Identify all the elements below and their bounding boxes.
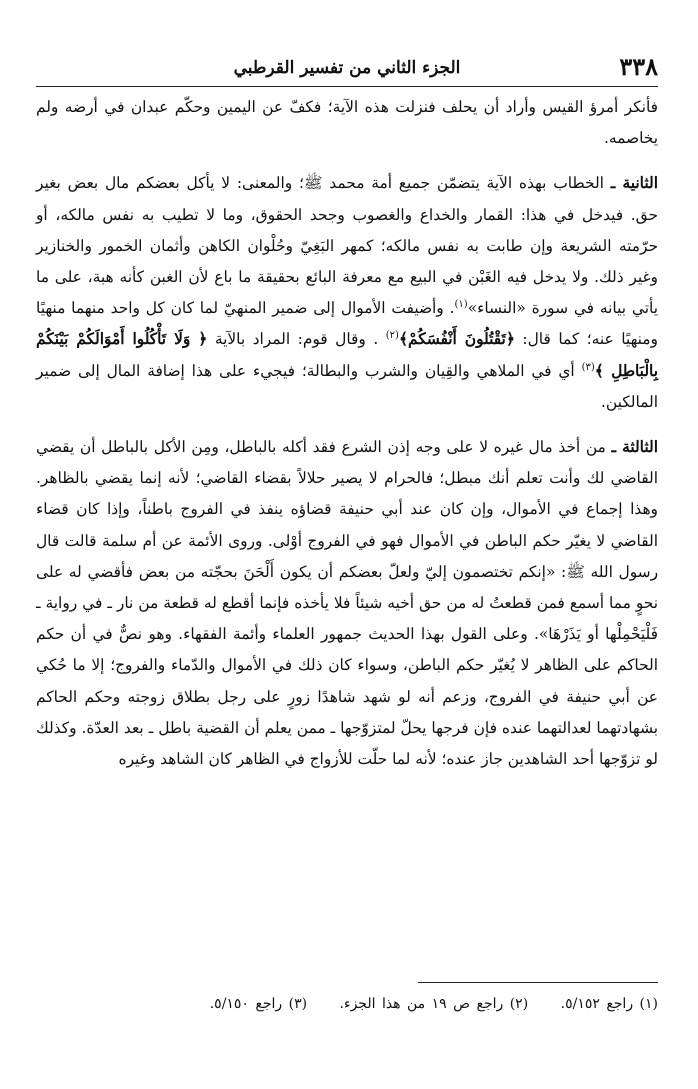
footnote-ref-2: (٢): [385, 330, 399, 342]
quran-quote-1: ﴿تَقْتُلُونَ أَنْفُسَكُمْ﴾: [398, 330, 515, 349]
paragraph-2-text-b: . وأضيفت الأموال إلى ضمير المنهيّ لما كان كل واحد منهما منهيًا ومنهيًا عنه؛ كما قال:: [36, 299, 658, 349]
running-title: الجزء الثاني من تفسير القرطبي: [233, 58, 461, 78]
footnote-1: (١) راجع ٥/١٥٢.: [560, 996, 658, 1012]
footnote-ref-3: (٣): [581, 361, 595, 373]
footnote-divider: [418, 982, 658, 983]
main-text: [36, 92, 658, 775]
section-heading-second: الثانية ـ: [610, 174, 658, 193]
paragraph-2-text-a: الخطاب بهذه الآية يتضمّن جميع أمة محمد ﷺ؛ والمعنى: لا يأكل بعضكم مال بعض بغير حق. فيدخل في هذا: القمار والخداع والغصوب وجحد الحقوق، وما لا تطيب به نفس مالكه، أو حرّمته الشريعة وإن طابت به نفس مالكه؛ كمهر البَغِيّ وحُلْوان الكاهن وأثمان الخمور والخنازير وغير ذلك. ولا يدخل فيه الغَبْن في البيع مع معرفة البائع بحقيقة ما باع لأن الغبن كأنه هبة، على ما يأتي بيانه في سورة «النساء»: [36, 174, 658, 318]
paragraph-2-text-d: أي في الملاهي والقِيان والشرب والبطالة؛ فيجيء على هذا إضافة المال إلى ضمير المالكين.: [36, 361, 658, 411]
quran-quote-2: ﴿ وَلَا تَأْكُلُوا أَمْوَالَكُمْ بَيْنَكُمْ بِالْبَاطِلِ ﴾: [36, 330, 658, 380]
paragraph-3-text: من أخذ مال غيره لا على وجه إذن الشرع فقد أكله بالباطل، ومِن الأكل بالباطل أن يقضي القاضي لك وأنت تعلم أنك مبطل؛ فالحرام لا يصير حلالاً بقضاء القاضي؛ لأنه إنما يقضي بالظاهر. وهذا إجماع في الأموال، وإن كان عند أبي حنيفة قضاؤه ينفذ في الفروج باطناً، وإذا كان قضاء القاضي لا يغيّر حكم الباطن في الأموال فهو في الفروج أوْلى. وروى الأئمة عن أم سلمة قالت قال رسول الله ﷺ: «إنكم تختصمون إليّ ولعلّ بعضكم أن يكون أَلْحَنَ بحجّته من بعض فأقضي له على نحوٍ مما أسمع فمن قطعتُ له من حق أخيه شيئاً فلا يأخذه فإنما أقطع له قطعة من نار ـ في رواية ـ فَلْيَحْمِلْها أو يَذَرْهَا». وعلى القول بهذا الحديث جمهور العلماء وأئمة الفقهاء. وهو نصٌّ في أن حكم الحاكم على الظاهر لا يُغيّر حكم الباطن، وسواء كان ذلك في الأموال والدّماء والفروج؛ إلا ما حُكي عن أبي حنيفة في الفروج، وزعم أنه لو شهد شاهدًا زورٍ على رجل بطلاق زوجته وحكم الحاكم بشهادتهما لعدالتهما عنده فإن فرجها يحلّ لمتزوّجها ـ ممن يعلم أن القضية باطل ـ بعد العدّة. وكذلك لو تزوّجها أحد الشاهدين جاز عنده؛ لأنه لما حلّت للأزواج في الظاهر كان الشاهد وغيره: [36, 438, 658, 769]
page-header: [36, 52, 658, 87]
paragraph-2-text-c: . وقال قوم: المراد بالآية: [207, 330, 386, 349]
section-heading-third: الثالثة ـ: [611, 438, 658, 457]
page-number: ٣٣٨: [619, 52, 658, 81]
paragraph-3: [36, 432, 658, 775]
paragraph-2: [36, 168, 658, 418]
footnote-ref-1: (١): [454, 299, 468, 311]
footnote-3: (٣) راجع ٥/١٥٠.: [209, 996, 308, 1012]
paragraph-1: فأنكر أمرؤ القيس وأراد أن يحلف فنزلت هذه الآية؛ فكفّ عن اليمين وحكّم عبدان في أرضه ولم يخاصمه.: [36, 98, 658, 148]
footnote-2: (٢) راجع ص ١٩ من هذا الجزء.: [339, 996, 529, 1012]
footnotes: [36, 992, 658, 1016]
